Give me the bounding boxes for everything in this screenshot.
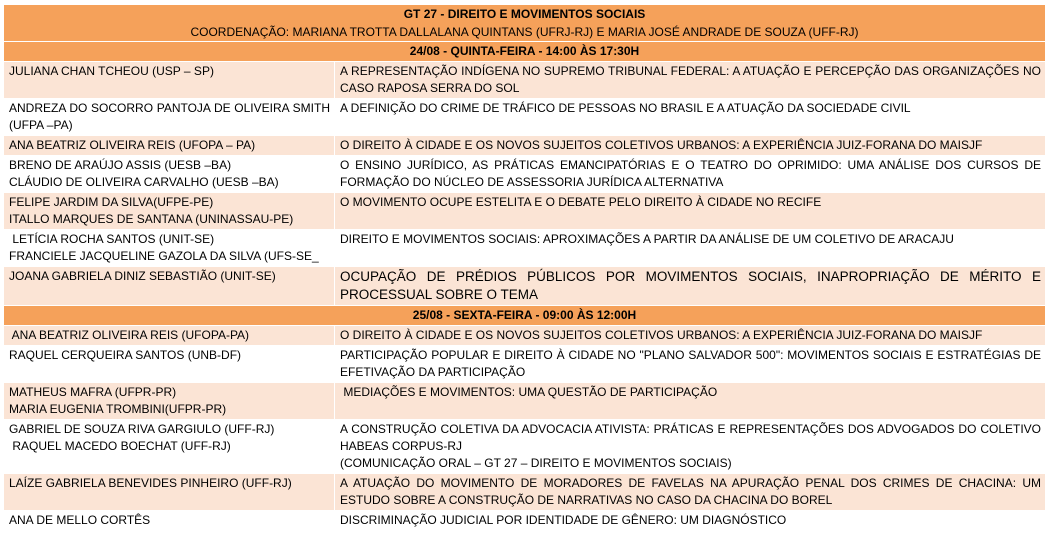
author-name: ITALLO MARQUES DE SANTANA (UNINASSAU-PE) (9, 212, 294, 226)
authors-cell (4, 136, 335, 156)
author-name: ANA BEATRIZ OLIVEIRA REIS (UFOPA-PA) (9, 328, 250, 342)
author-name: ANDREZA DO SOCORRO PANTOJA DE OLIVEIRA SMITH (UFPA –PA) (9, 101, 330, 132)
group-title: GT 27 - DIREITO E MOVIMENTOS SOCIAIS (403, 7, 646, 21)
authors-cell (4, 62, 335, 99)
table-row (4, 193, 1046, 230)
author-name: ANA DE MELLO CORTÊS (9, 513, 151, 527)
paper-title-cell: MEDIAÇÕES E MOVIMENTOS: UMA QUESTÃO DE PARTICIPAÇÃO (335, 383, 1046, 420)
authors-cell (4, 267, 335, 306)
coordination-line: COORDENAÇÃO: MARIANA TROTTA DALLALANA QUINTANS (UFRJ-RJ) E MARIA JOSÉ ANDRADE DE SOUZA (UFF-RJ) (190, 25, 859, 39)
paper-title-cell: O DIREITO À CIDADE E OS NOVOS SUJEITOS COLETIVOS URBANOS: A EXPERIÊNCIA JUIZ-FORANA DO MAISJF (335, 326, 1046, 346)
session-label: 24/08 - QUINTA-FEIRA - 14:00 ÀS 17:30H (4, 42, 1046, 62)
author-name: JULIANA CHAN TCHEOU (USP – SP) (9, 64, 214, 78)
paper-title-cell: O MOVIMENTO OCUPE ESTELITA E O DEBATE PELO DIREITO À CIDADE NO RECIFE (335, 193, 1046, 230)
paper-title-cell: A DEFINIÇÃO DO CRIME DE TRÁFICO DE PESSOAS NO BRASIL E A ATUAÇÃO DA SOCIEDADE CIVIL (335, 99, 1046, 136)
header-cell (4, 5, 1046, 42)
table-row (4, 474, 1046, 511)
author-name: FELIPE JARDIM DA SILVA(UFPE-PE) (9, 195, 214, 209)
table-row (4, 156, 1046, 193)
paper-title-cell: O DIREITO À CIDADE E OS NOVOS SUJEITOS COLETIVOS URBANOS: A EXPERIÊNCIA JUIZ-FORANA DO MAISJF (335, 136, 1046, 156)
author-name: JOANA GABRIELA DINIZ SEBASTIÃO (UNIT-SE) (9, 269, 276, 283)
paper-title-cell: DIREITO E MOVIMENTOS SOCIAIS: APROXIMAÇÕES A PARTIR DA ANÁLISE DE UM COLETIVO DE ARACAJU (335, 230, 1046, 267)
session-label: 25/08 - SEXTA-FEIRA - 09:00 ÀS 12:00H (4, 306, 1046, 326)
authors-cell (4, 230, 335, 267)
schedule-sheet (3, 4, 1045, 531)
author-name: MATHEUS MAFRA (UFPR-PR) (9, 385, 177, 399)
author-name: RAQUEL MACEDO BOECHAT (UFF-RJ) (9, 439, 231, 453)
author-name: LAÍZE GABRIELA BENEVIDES PINHEIRO (UFF-RJ) (9, 476, 292, 490)
table-row (4, 99, 1046, 136)
authors-cell (4, 420, 335, 474)
author-name: RAQUEL CERQUEIRA SANTOS (UNB-DF) (9, 348, 242, 362)
authors-cell (4, 99, 335, 136)
paper-title-cell: PARTICIPAÇÃO POPULAR E DIREITO À CIDADE NO "PLANO SALVADOR 500": MOVIMENTOS SOCIAIS E ESTRATÉGIAS DE EFETIVAÇÃO DA PARTICIPAÇÃO (335, 346, 1046, 383)
paper-title-cell: A REPRESENTAÇÃO INDÍGENA NO SUPREMO TRIBUNAL FEDERAL: A ATUAÇÃO E PERCEPÇÃO DAS ORGANIZAÇÕES NO CASO RAPOSA SERRA DO SOL (335, 62, 1046, 99)
table-row (4, 136, 1046, 156)
paper-title: A CONSTRUÇÃO COLETIVA DA ADVOCACIA ATIVISTA: PRÁTICAS E REPRESENTAÇÕES DOS ADVOGADOS DO COLETIVO HABEAS CORPUS-RJ (340, 422, 1041, 453)
paper-title-cell (335, 420, 1046, 474)
table-row (4, 420, 1046, 474)
table-row (4, 326, 1046, 346)
table-row (4, 230, 1046, 267)
authors-cell (4, 156, 335, 193)
authors-cell (4, 193, 335, 230)
schedule-table (3, 4, 1046, 531)
table-row (4, 62, 1046, 99)
paper-note: (COMUNICAÇÃO ORAL – GT 27 – DIREITO E MOVIMENTOS SOCIAIS) (340, 456, 732, 470)
paper-title-cell: OCUPAÇÃO DE PRÉDIOS PÚBLICOS POR MOVIMENTOS SOCIAIS, INAPROPRIAÇÃO DE MÉRITO E PROCESSUAL SOBRE O TEMA (335, 267, 1046, 306)
authors-cell (4, 383, 335, 420)
author-name: FRANCIELE JACQUELINE GAZOLA DA SILVA (UFS-SE_ (9, 249, 319, 263)
authors-cell (4, 346, 335, 383)
author-name: CLÁUDIO DE OLIVEIRA CARVALHO (UESB –BA) (9, 175, 279, 189)
table-row (4, 511, 1046, 531)
author-name: ANA BEATRIZ OLIVEIRA REIS (UFOPA – PA) (9, 138, 256, 152)
table-row (4, 267, 1046, 306)
table-row (4, 383, 1046, 420)
paper-title-cell: DISCRIMINAÇÃO JUDICIAL POR IDENTIDADE DE GÊNERO: UM DIAGNÓSTICO (335, 511, 1046, 531)
session-header-row (4, 306, 1046, 326)
author-name: GABRIEL DE SOUZA RIVA GARGIULO (UFF-RJ) (9, 422, 275, 436)
authors-cell (4, 326, 335, 346)
author-name: LETÍCIA ROCHA SANTOS (UNIT-SE) (9, 232, 215, 246)
paper-title-cell: A ATUAÇÃO DO MOVIMENTO DE MORADORES DE FAVELAS NA APURAÇÃO PENAL DOS CRIMES DE CHACINA: UM ESTUDO SOBRE A CONSTRUÇÃO DE NARRATIVAS NO CASO DA CHACINA DO BOREL (335, 474, 1046, 511)
table-row (4, 346, 1046, 383)
session-header-row (4, 42, 1046, 62)
authors-cell (4, 474, 335, 511)
header-row (4, 5, 1046, 42)
author-name: MARIA EUGENIA TROMBINI(UFPR-PR) (9, 402, 227, 416)
author-name: BRENO DE ARAÚJO ASSIS (UESB –BA) (9, 158, 232, 172)
authors-cell (4, 511, 335, 531)
paper-title-cell: O ENSINO JURÍDICO, AS PRÁTICAS EMANCIPATÓRIAS E O TEATRO DO OPRIMIDO: UMA ANÁLISE DOS CURSOS DE FORMAÇÃO DO NÚCLEO DE ASSESSORIA JURÍDICA ALTERNATIVA (335, 156, 1046, 193)
